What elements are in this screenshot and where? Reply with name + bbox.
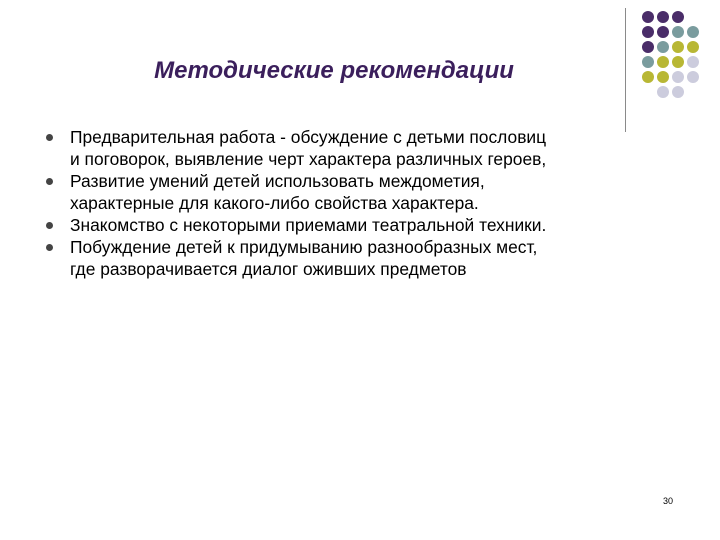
decorative-dot	[657, 86, 669, 98]
decorative-dot	[642, 26, 654, 38]
bullet-line: Развитие умений детей использовать междометия,	[70, 171, 485, 191]
decorative-dot	[642, 71, 654, 83]
bullet-item	[46, 236, 686, 280]
decorative-dot	[672, 56, 684, 68]
decorative-dot	[687, 41, 699, 53]
bullet-marker	[46, 222, 53, 229]
bullet-item	[46, 170, 686, 214]
decorative-dot	[687, 26, 699, 38]
decorative-dot	[672, 86, 684, 98]
slide-title: Методические рекомендации	[154, 57, 514, 84]
decorative-dot	[642, 11, 654, 23]
bullet-line: характерные для какого-либо свойства характера.	[70, 193, 479, 213]
bullet-line: Знакомство с некоторыми приемами театральной техники.	[70, 215, 547, 235]
bullet-marker	[46, 178, 53, 185]
decorative-dot	[657, 26, 669, 38]
decorative-dot	[672, 11, 684, 23]
decorative-dot	[657, 71, 669, 83]
decorative-dot	[687, 56, 699, 68]
decorative-vertical-line	[625, 8, 626, 132]
bullet-marker	[46, 244, 53, 251]
decorative-dot	[687, 71, 699, 83]
decorative-dot	[657, 41, 669, 53]
decorative-dot	[672, 41, 684, 53]
bullet-item	[46, 126, 686, 170]
bullet-line: Побуждение детей к придумыванию разнообразных мест,	[70, 237, 538, 257]
bullet-line: и поговорок, выявление черт характера различных героев,	[70, 149, 547, 169]
decorative-dot	[672, 71, 684, 83]
bullet-line: Предварительная работа - обсуждение с детьми пословиц	[70, 127, 547, 147]
decorative-dot	[672, 26, 684, 38]
bullet-list	[46, 126, 686, 280]
bullet-line: где разворачивается диалог оживших предметов	[70, 259, 467, 279]
decorative-dot	[642, 56, 654, 68]
decorative-dot	[657, 56, 669, 68]
dot-grid-graphic	[641, 10, 720, 106]
decorative-dot	[642, 41, 654, 53]
decorative-dot-grid	[641, 10, 720, 106]
bullet-item	[46, 214, 686, 236]
decorative-dot	[657, 11, 669, 23]
page-number: 30	[663, 496, 674, 506]
bullet-marker	[46, 134, 53, 141]
